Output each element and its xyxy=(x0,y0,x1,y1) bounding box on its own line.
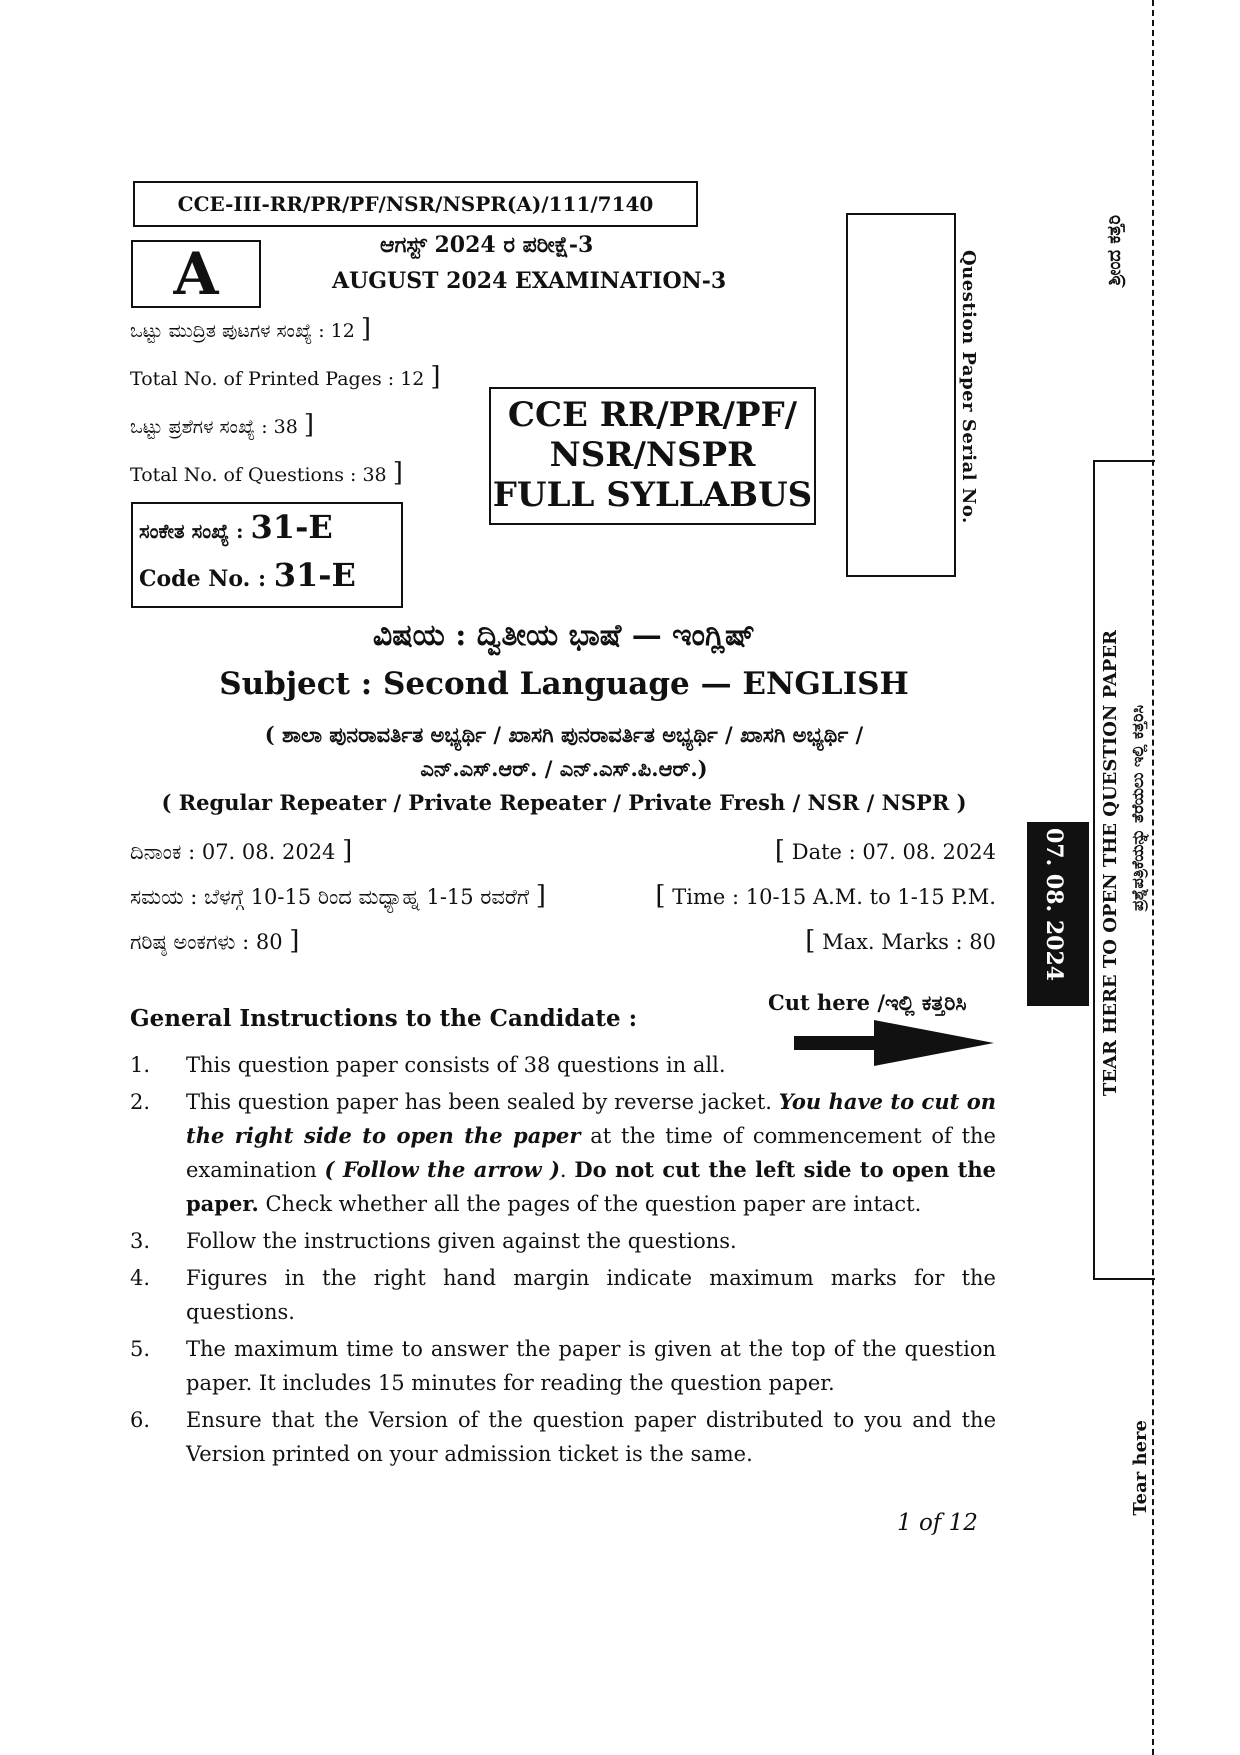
code-number-english xyxy=(139,556,395,594)
code-label-english: Code No. : xyxy=(139,566,267,592)
instructions-title: General Instructions to the Candidate : xyxy=(130,1005,638,1032)
code-value: 31-E xyxy=(273,556,356,594)
marks-kannada-text: ಗರಿಷ್ಠ ಅಂಕಗಳು : 80 xyxy=(130,930,283,954)
time-english xyxy=(655,883,996,909)
bracket: [ xyxy=(805,926,816,956)
instruction-number: 6. xyxy=(130,1408,151,1432)
code-number-kannada xyxy=(139,508,395,546)
instruction-emphasis: Do not cut the left side to open the paper. xyxy=(186,1157,996,1216)
instruction-item xyxy=(130,1224,996,1258)
instruction-item xyxy=(130,1085,996,1221)
bracket: ] xyxy=(535,881,546,911)
total-questions-kannada xyxy=(130,412,314,438)
syllabus-line-3: FULL SYLLABUS xyxy=(492,475,813,515)
time-kannada xyxy=(130,883,546,910)
candidate-category-english: ( Regular Repeater / Private Repeater / Private Fresh / NSR / NSPR ) xyxy=(161,790,967,815)
exam-title-english: AUGUST 2024 EXAMINATION-3 xyxy=(332,268,727,294)
time-english-text: Time : 10-15 A.M. to 1-15 P.M. xyxy=(672,885,996,909)
instruction-item xyxy=(130,1332,996,1400)
marks-english-text: Max. Marks : 80 xyxy=(822,930,996,954)
bracket: ] xyxy=(392,458,403,488)
subject-kannada: ವಿಷಯ : ದ್ವಿತೀಯ ಭಾಷೆ — ಇಂಗ್ಲಿಷ್ xyxy=(372,618,756,653)
syllabus-line-2: NSR/NSPR xyxy=(549,435,756,475)
serial-number-box[interactable] xyxy=(846,213,956,577)
code-value: 31-E xyxy=(250,508,333,546)
margin-label-kannada: ಶ್ರೀಂದ ಕತ್ತರಿ xyxy=(1104,215,1125,286)
date-kannada-text: ದಿನಾಂಕ : 07. 08. 2024 xyxy=(130,840,336,864)
marks-english xyxy=(805,928,996,954)
cut-here-label: Cut here /ಇಲ್ಲಿ ಕತ್ತರಿಸಿ xyxy=(768,990,967,1015)
printed-pages-english xyxy=(130,364,441,390)
time-row xyxy=(130,883,996,910)
page-number: 1 of 12 xyxy=(897,1510,978,1536)
instruction-number: 2. xyxy=(130,1090,151,1114)
instruction-emphasis: ( Follow the arrow ) xyxy=(324,1157,560,1182)
total-questions-english-text: Total No. of Questions : 38 xyxy=(130,464,387,486)
syllabus-box xyxy=(489,387,816,525)
instruction-text-part: This question paper has been sealed by reverse jacket. xyxy=(186,1090,779,1114)
bracket: ] xyxy=(289,926,300,956)
date-english xyxy=(775,838,996,864)
instruction-number: 3. xyxy=(130,1229,151,1253)
serial-number-label: Question Paper Serial No. xyxy=(958,250,979,524)
exam-title-kannada: ಆಗಸ್ಟ್ 2024 ರ ಪರೀಕ್ಷೆ-3 xyxy=(380,232,594,258)
instruction-text-part: . xyxy=(559,1158,575,1182)
instruction-number: 4. xyxy=(130,1266,151,1290)
marks-row xyxy=(130,928,996,955)
instruction-text: The maximum time to answer the paper is given at the top of the question paper. It includes 15 minutes for reading the question paper. xyxy=(186,1337,996,1395)
paper-code-box: CCE-III-RR/PR/PF/NSR/NSPR(A)/111/7140 xyxy=(133,181,698,227)
instruction-text: Follow the instructions given against the questions. xyxy=(186,1229,737,1253)
code-label-kannada: ಸಂಕೇತ ಸಂಖ್ಯೆ : xyxy=(139,519,244,543)
tear-here-label[interactable]: Tear here xyxy=(1130,1420,1151,1516)
syllabus-line-1: CCE RR/PR/PF/ xyxy=(507,395,798,435)
date-row xyxy=(130,838,996,865)
instruction-text: Figures in the right hand margin indicate maximum marks for the questions. xyxy=(186,1266,996,1324)
total-questions-kannada-text: ಒಟ್ಟು ಪ್ರಶೆಗಳ ಸಂಖ್ಯೆ : 38 xyxy=(130,416,298,438)
instruction-text xyxy=(186,1085,996,1221)
tear-instruction-kannada: ಪ್ರಶ್ನೆಪತ್ರಿಕೆಯನ್ನು ತೆರೆಯಲು ಇಲ್ಲಿ ಕತ್ತರಿಸಿ xyxy=(1128,705,1147,912)
instruction-number: 1. xyxy=(130,1053,151,1077)
candidate-category-kannada-line2: ಎನ್.ಎಸ್.ಆರ್. / ಎನ್.ಎಸ್.ಪಿ.ಆರ್.) xyxy=(420,756,708,781)
bracket: ] xyxy=(303,410,315,440)
bracket: ] xyxy=(360,314,372,344)
instruction-number: 5. xyxy=(130,1337,151,1361)
instruction-text-part: Check whether all the pages of the question paper are intact. xyxy=(258,1192,922,1216)
marks-kannada xyxy=(130,928,299,955)
time-kannada-text: ಸಮಯ : ಬೆಳಗ್ಗೆ 10-15 ರಿಂದ ಮಧ್ಯಾಹ್ನ 1-15 ರವರೆಗೆ xyxy=(130,885,530,909)
instruction-item xyxy=(130,1403,996,1471)
tear-instruction-english: TEAR HERE TO OPEN THE QUESTION PAPER xyxy=(1100,630,1121,1097)
bracket: ] xyxy=(430,362,441,392)
instruction-text: Ensure that the Version of the question paper distributed to you and the Version printed on your admission ticket is the same. xyxy=(186,1408,996,1466)
candidate-category-kannada-line1: ( ಶಾಲಾ ಪುನರಾವರ್ತಿತ ಅಭ್ಯರ್ಥಿ / ಖಾಸಗಿ ಪುನರಾವರ್ತಿತ ಅಭ್ಯರ್ಥಿ / ಖಾಸಗಿ ಅಭ್ಯರ್ಥಿ / xyxy=(264,722,864,747)
instruction-item xyxy=(130,1048,996,1082)
printed-pages-kannada xyxy=(130,316,371,342)
printed-pages-kannada-text: ಒಟ್ಟು ಮುದ್ರಿತ ಪುಟಗಳ ಸಂಖ್ಯೆ : 12 xyxy=(130,320,355,342)
instruction-item xyxy=(130,1261,996,1329)
instruction-text-part: at the time of commencement of the examination xyxy=(186,1124,996,1182)
total-questions-english xyxy=(130,460,403,486)
instructions-list xyxy=(130,1048,996,1474)
bracket: [ xyxy=(774,836,786,866)
printed-pages-english-text: Total No. of Printed Pages : 12 xyxy=(130,368,425,390)
bracket: ] xyxy=(342,836,353,866)
bracket: [ xyxy=(655,881,666,911)
date-kannada xyxy=(130,838,352,865)
date-tab-text: 07. 08. 2024 xyxy=(1041,828,1067,982)
instruction-emphasis: You have to cut on the right side to open the paper xyxy=(186,1089,996,1148)
version-letter-box: A xyxy=(131,240,261,308)
subject-english: Subject : Second Language — ENGLISH xyxy=(219,666,909,702)
instruction-text: This question paper consists of 38 questions in all. xyxy=(186,1053,726,1077)
code-number-box xyxy=(131,502,403,608)
date-english-text: Date : 07. 08. 2024 xyxy=(791,840,996,864)
